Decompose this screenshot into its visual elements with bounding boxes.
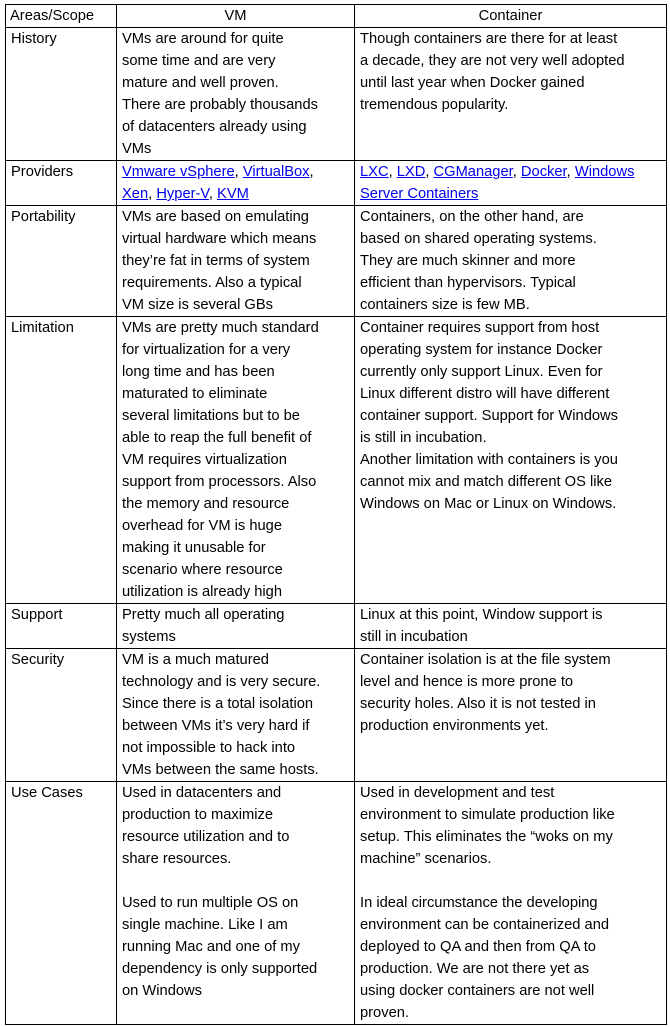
row-providers (6, 161, 667, 206)
security-vm-line: Since there is a total isolation (122, 696, 314, 712)
use-cases-container-line: using docker containers are not well (360, 983, 595, 999)
row-limitation (6, 317, 667, 604)
history-vm-line: There are probably thousands (122, 97, 318, 113)
support-vm-line: Pretty much all operating (122, 607, 285, 623)
limitation-container-line: is still in incubation. (360, 430, 487, 446)
history-vm-line: of datacenters already using (122, 119, 307, 135)
use-cases-container-line: Used in development and test (360, 785, 555, 801)
portability-vm-line: VMs are based on emulating (122, 209, 309, 225)
link-xen[interactable]: Xen (122, 186, 149, 202)
link-windows-server-containers-cont[interactable]: Server Containers (360, 186, 479, 202)
row-label-use-cases: Use Cases (6, 782, 117, 1025)
row-use-cases (6, 782, 667, 1025)
header-container: Container (355, 5, 667, 28)
limitation-vm-line: able to reap the full benefit of (122, 430, 312, 446)
providers-container-cell (355, 161, 667, 206)
use-cases-container-line: deployed to QA and then from QA to (360, 939, 596, 955)
security-vm-line: between VMs it’s very hard if (122, 718, 310, 734)
support-vm-line: systems (122, 629, 176, 645)
portability-vm-line: VM size is several GBs (122, 297, 273, 313)
separator: , (566, 164, 571, 180)
use-cases-container-line: proven. (360, 1005, 409, 1021)
use-cases-vm-line: dependency is only supported (122, 961, 318, 977)
use-cases-vm-line: running Mac and one of my (122, 939, 300, 955)
limitation-vm-line: the memory and resource (122, 496, 290, 512)
link-docker[interactable]: Docker (520, 164, 567, 180)
use-cases-vm-line: Used in datacenters and (122, 785, 282, 801)
portability-container-line: based on shared operating systems. (360, 231, 597, 247)
limitation-container-line: Container requires support from host (360, 320, 600, 336)
row-label-security: Security (6, 649, 117, 782)
use-cases-container-line: machine” scenarios. (360, 851, 492, 867)
limitation-container-line: cannot mix and match different OS like (360, 474, 612, 490)
link-kvm[interactable]: KVM (217, 186, 249, 202)
limitation-container-line: Linux different distro will have different (360, 386, 610, 402)
history-container-cell (355, 28, 667, 161)
portability-container-line: efficient than hypervisors. Typical (360, 275, 576, 291)
row-support (6, 604, 667, 649)
link-windows-server-containers[interactable]: Windows (574, 164, 635, 180)
portability-vm-line: they’re fat in terms of system (122, 253, 310, 269)
use-cases-vm-line: production to maximize (122, 807, 274, 823)
security-container-line: level and hence is more prone to (360, 674, 574, 690)
history-vm-line: some time and are very (122, 53, 276, 69)
history-container-line: until last year when Docker gained (360, 75, 585, 91)
limitation-vm-cell (117, 317, 355, 604)
support-container-line: Linux at this point, Window support is (360, 607, 603, 623)
row-label-portability: Portability (6, 206, 117, 317)
link-vmware-vsphere[interactable]: Vmware vSphere (122, 164, 235, 180)
limitation-vm-line: support from processors. Also (122, 474, 317, 490)
limitation-container-cell (355, 317, 667, 604)
use-cases-vm-line: Used to run multiple OS on (122, 895, 299, 911)
link-virtualbox[interactable]: VirtualBox (242, 164, 310, 180)
portability-vm-line: requirements. Also a typical (122, 275, 302, 291)
portability-container-line: containers size is few MB. (360, 297, 530, 313)
separator: , (388, 164, 393, 180)
use-cases-container-line: production. We are not there yet as (360, 961, 590, 977)
link-lxc[interactable]: LXC (360, 164, 389, 180)
security-vm-line: technology and is very secure. (122, 674, 321, 690)
limitation-vm-line: maturated to eliminate (122, 386, 268, 402)
row-label-providers: Providers (6, 161, 117, 206)
separator: , (148, 186, 153, 202)
row-security (6, 649, 667, 782)
history-container-line: a decade, they are not very well adopted (360, 53, 625, 69)
portability-vm-cell (117, 206, 355, 317)
support-vm-cell (117, 604, 355, 649)
comparison-table (5, 4, 667, 1025)
limitation-vm-line: utilization is already high (122, 584, 283, 600)
paragraph-gap (122, 870, 350, 892)
separator: , (425, 164, 430, 180)
security-container-cell (355, 649, 667, 782)
portability-container-line: They are much skinner and more (360, 253, 576, 269)
history-vm-line: VMs are around for quite (122, 31, 284, 47)
row-label-support: Support (6, 604, 117, 649)
header-vm: VM (117, 5, 355, 28)
providers-vm-cell (117, 161, 355, 206)
use-cases-container-line: environment to simulate production like (360, 807, 615, 823)
security-vm-line: VM is a much matured (122, 652, 269, 668)
link-hyper-v[interactable]: Hyper-V (156, 186, 209, 202)
limitation-vm-line: scenario where resource (122, 562, 283, 578)
use-cases-vm-line: single machine. Like I am (122, 917, 288, 933)
use-cases-vm-line: share resources. (122, 851, 232, 867)
limitation-container-line: operating system for instance Docker (360, 342, 603, 358)
limitation-container-line: Windows on Mac or Linux on Windows. (360, 496, 617, 512)
security-container-line: security holes. Also it is not tested in (360, 696, 596, 712)
separator: , (234, 164, 239, 180)
limitation-vm-line: long time and has been (122, 364, 275, 380)
use-cases-vm-line: resource utilization and to (122, 829, 290, 845)
link-lxd[interactable]: LXD (396, 164, 426, 180)
use-cases-container-line: environment can be containerized and (360, 917, 610, 933)
portability-vm-line: virtual hardware which means (122, 231, 317, 247)
history-container-line: tremendous popularity. (360, 97, 509, 113)
use-cases-container-cell (355, 782, 667, 1025)
header-areas-scope: Areas/Scope (6, 5, 117, 28)
row-label-history: History (6, 28, 117, 161)
limitation-vm-line: VM requires virtualization (122, 452, 287, 468)
history-vm-line: VMs (122, 141, 152, 157)
separator: , (512, 164, 517, 180)
use-cases-vm-line: on Windows (122, 983, 202, 999)
security-container-line: Container isolation is at the file system (360, 652, 611, 668)
security-vm-cell (117, 649, 355, 782)
security-vm-line: VMs between the same hosts. (122, 762, 319, 778)
portability-container-line: Containers, on the other hand, are (360, 209, 584, 225)
security-container-line: production environments yet. (360, 718, 549, 734)
paragraph-gap (360, 870, 662, 892)
limitation-vm-line: several limitations but to be (122, 408, 300, 424)
history-container-line: Though containers are there for at least (360, 31, 618, 47)
security-vm-line: not impossible to hack into (122, 740, 296, 756)
header-row (6, 5, 667, 28)
row-label-limitation: Limitation (6, 317, 117, 604)
use-cases-container-line: In ideal circumstance the developing (360, 895, 598, 911)
row-history (6, 28, 667, 161)
limitation-container-line: currently only support Linux. Even for (360, 364, 603, 380)
use-cases-container-line: setup. This eliminates the “woks on my (360, 829, 613, 845)
link-cgmanager[interactable]: CGManager (433, 164, 513, 180)
limitation-vm-line: VMs are pretty much standard (122, 320, 319, 336)
limitation-vm-line: for virtualization for a very (122, 342, 291, 358)
row-portability (6, 206, 667, 317)
use-cases-vm-cell (117, 782, 355, 1025)
limitation-vm-line: overhead for VM is huge (122, 518, 283, 534)
support-container-line: still in incubation (360, 629, 468, 645)
support-container-cell (355, 604, 667, 649)
separator: , (309, 164, 314, 180)
separator: , (208, 186, 213, 202)
portability-container-cell (355, 206, 667, 317)
limitation-container-line: Another limitation with containers is you (360, 452, 618, 468)
limitation-vm-line: making it unusable for (122, 540, 266, 556)
history-vm-cell (117, 28, 355, 161)
history-vm-line: mature and well proven. (122, 75, 279, 91)
limitation-container-line: container support. Support for Windows (360, 408, 618, 424)
